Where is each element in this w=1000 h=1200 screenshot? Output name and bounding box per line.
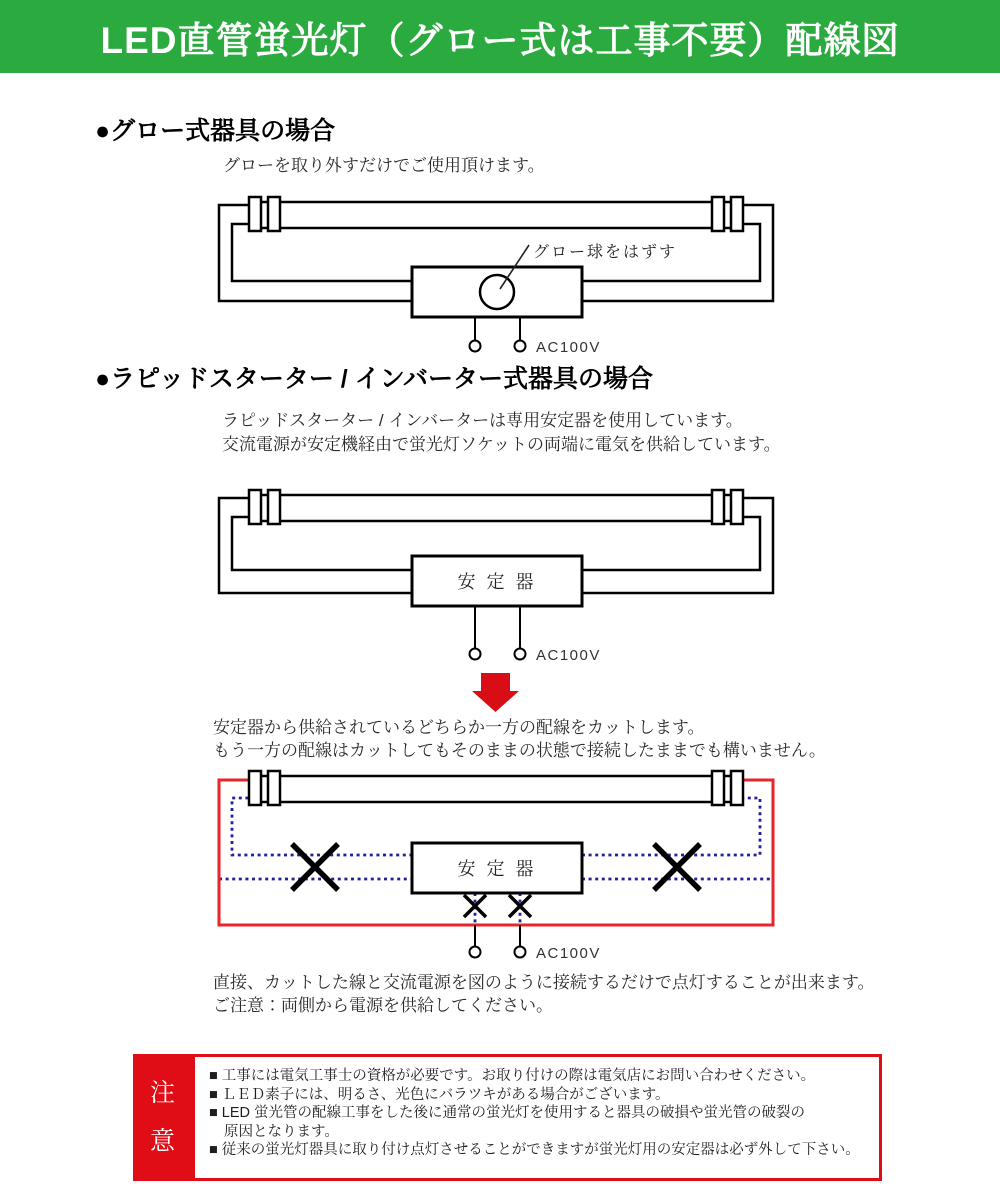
tube-cap <box>731 197 743 231</box>
caution-label <box>133 1054 192 1181</box>
tube-cap <box>712 771 724 805</box>
ac-power-label: AC100V <box>536 945 601 962</box>
terminal-circle <box>515 947 526 958</box>
cut-wire-dotted <box>582 798 760 855</box>
tube-cap <box>731 771 743 805</box>
fluorescent-tube <box>255 776 738 802</box>
tube-cap <box>268 490 280 524</box>
cut-step-note-2: もう一方の配線はカットしてもそのままの状態で接続したままでも構いません。 <box>213 741 826 760</box>
caution-item-continuation: 原因となります。 <box>224 1123 339 1140</box>
tube-cap <box>249 771 261 805</box>
terminal-circle <box>470 649 481 660</box>
tube-cap <box>712 490 724 524</box>
caution-item: ■ ＬＥＤ素子には、明るさ、光色にバラツキがある場合がございます。 <box>209 1086 670 1103</box>
caution-label-char: 意 <box>149 1127 175 1155</box>
down-arrow-icon <box>466 671 524 716</box>
ac-power-label: AC100V <box>536 339 601 356</box>
page-title: LED直管蛍光灯（グロー式は工事不要）配線図 <box>100 19 900 61</box>
tube-cap <box>268 197 280 231</box>
ballast-label: 安 定 器 <box>457 859 537 879</box>
cut-step-note-1: 安定器から供給されているどちらか一方の配線をカットします。 <box>213 718 705 737</box>
terminal-circle <box>515 341 526 352</box>
caution-item: ■ 工事には電気工事士の資格が必要です。お取り付けの際は電気店にお問い合わせください。 <box>209 1068 816 1084</box>
terminal-circle <box>470 947 481 958</box>
diagram-ballast-after <box>200 765 800 970</box>
terminal-circle <box>470 341 481 352</box>
terminal-circle <box>515 649 526 660</box>
result-note-2: ご注意：両側から電源を供給してください。 <box>213 996 553 1015</box>
glow-label: グロー球をはずす <box>533 244 678 261</box>
cut-wire-dotted <box>232 798 412 855</box>
result-note-1: 直接、カットした線と交流電源を図のように接続するだけで点灯することが出来ます。 <box>213 973 875 992</box>
tube-cap <box>731 490 743 524</box>
fluorescent-tube <box>255 495 738 521</box>
section-glow-heading: ●グロー式器具の場合 <box>95 117 336 145</box>
tube-cap <box>249 197 261 231</box>
tube-cap <box>249 490 261 524</box>
caution-item: ■ LED 蛍光管の配線工事をした後に通常の蛍光灯を使用すると器具の破損や蛍光管の破裂の <box>209 1105 806 1122</box>
section-rapid-description-1: ラピッドスターター / インバーターは専用安定器を使用しています。 <box>222 411 743 430</box>
section-rapid-description-2: 交流電源が安定機経由で蛍光灯ソケットの両端に電気を供給しています。 <box>222 435 781 454</box>
down-arrow-shape <box>472 673 519 712</box>
caution-label-char: 注 <box>149 1079 175 1107</box>
ballast-label: 安 定 器 <box>457 572 537 592</box>
tube-cap <box>712 197 724 231</box>
glow-starter-circle <box>480 275 514 309</box>
cut-mark-large <box>292 844 338 890</box>
section-glow-description: グローを取り外すだけでご使用頂けます。 <box>223 156 545 175</box>
ac-power-label: AC100V <box>536 647 601 664</box>
cut-mark-large <box>654 844 700 890</box>
fluorescent-tube <box>255 202 738 228</box>
diagram-glow-fixture <box>200 190 800 360</box>
caution-box <box>192 1054 882 1181</box>
caution-item: ■ 従来の蛍光灯器具に取り付け点灯させることができますが蛍光灯用の安定器は必ず外して下さい。 <box>209 1142 860 1159</box>
diagram-ballast-before <box>200 480 800 670</box>
page-header <box>0 0 1000 73</box>
section-rapid-heading: ●ラピッドスターター / インバーター式器具の場合 <box>95 365 653 393</box>
tube-cap <box>268 771 280 805</box>
